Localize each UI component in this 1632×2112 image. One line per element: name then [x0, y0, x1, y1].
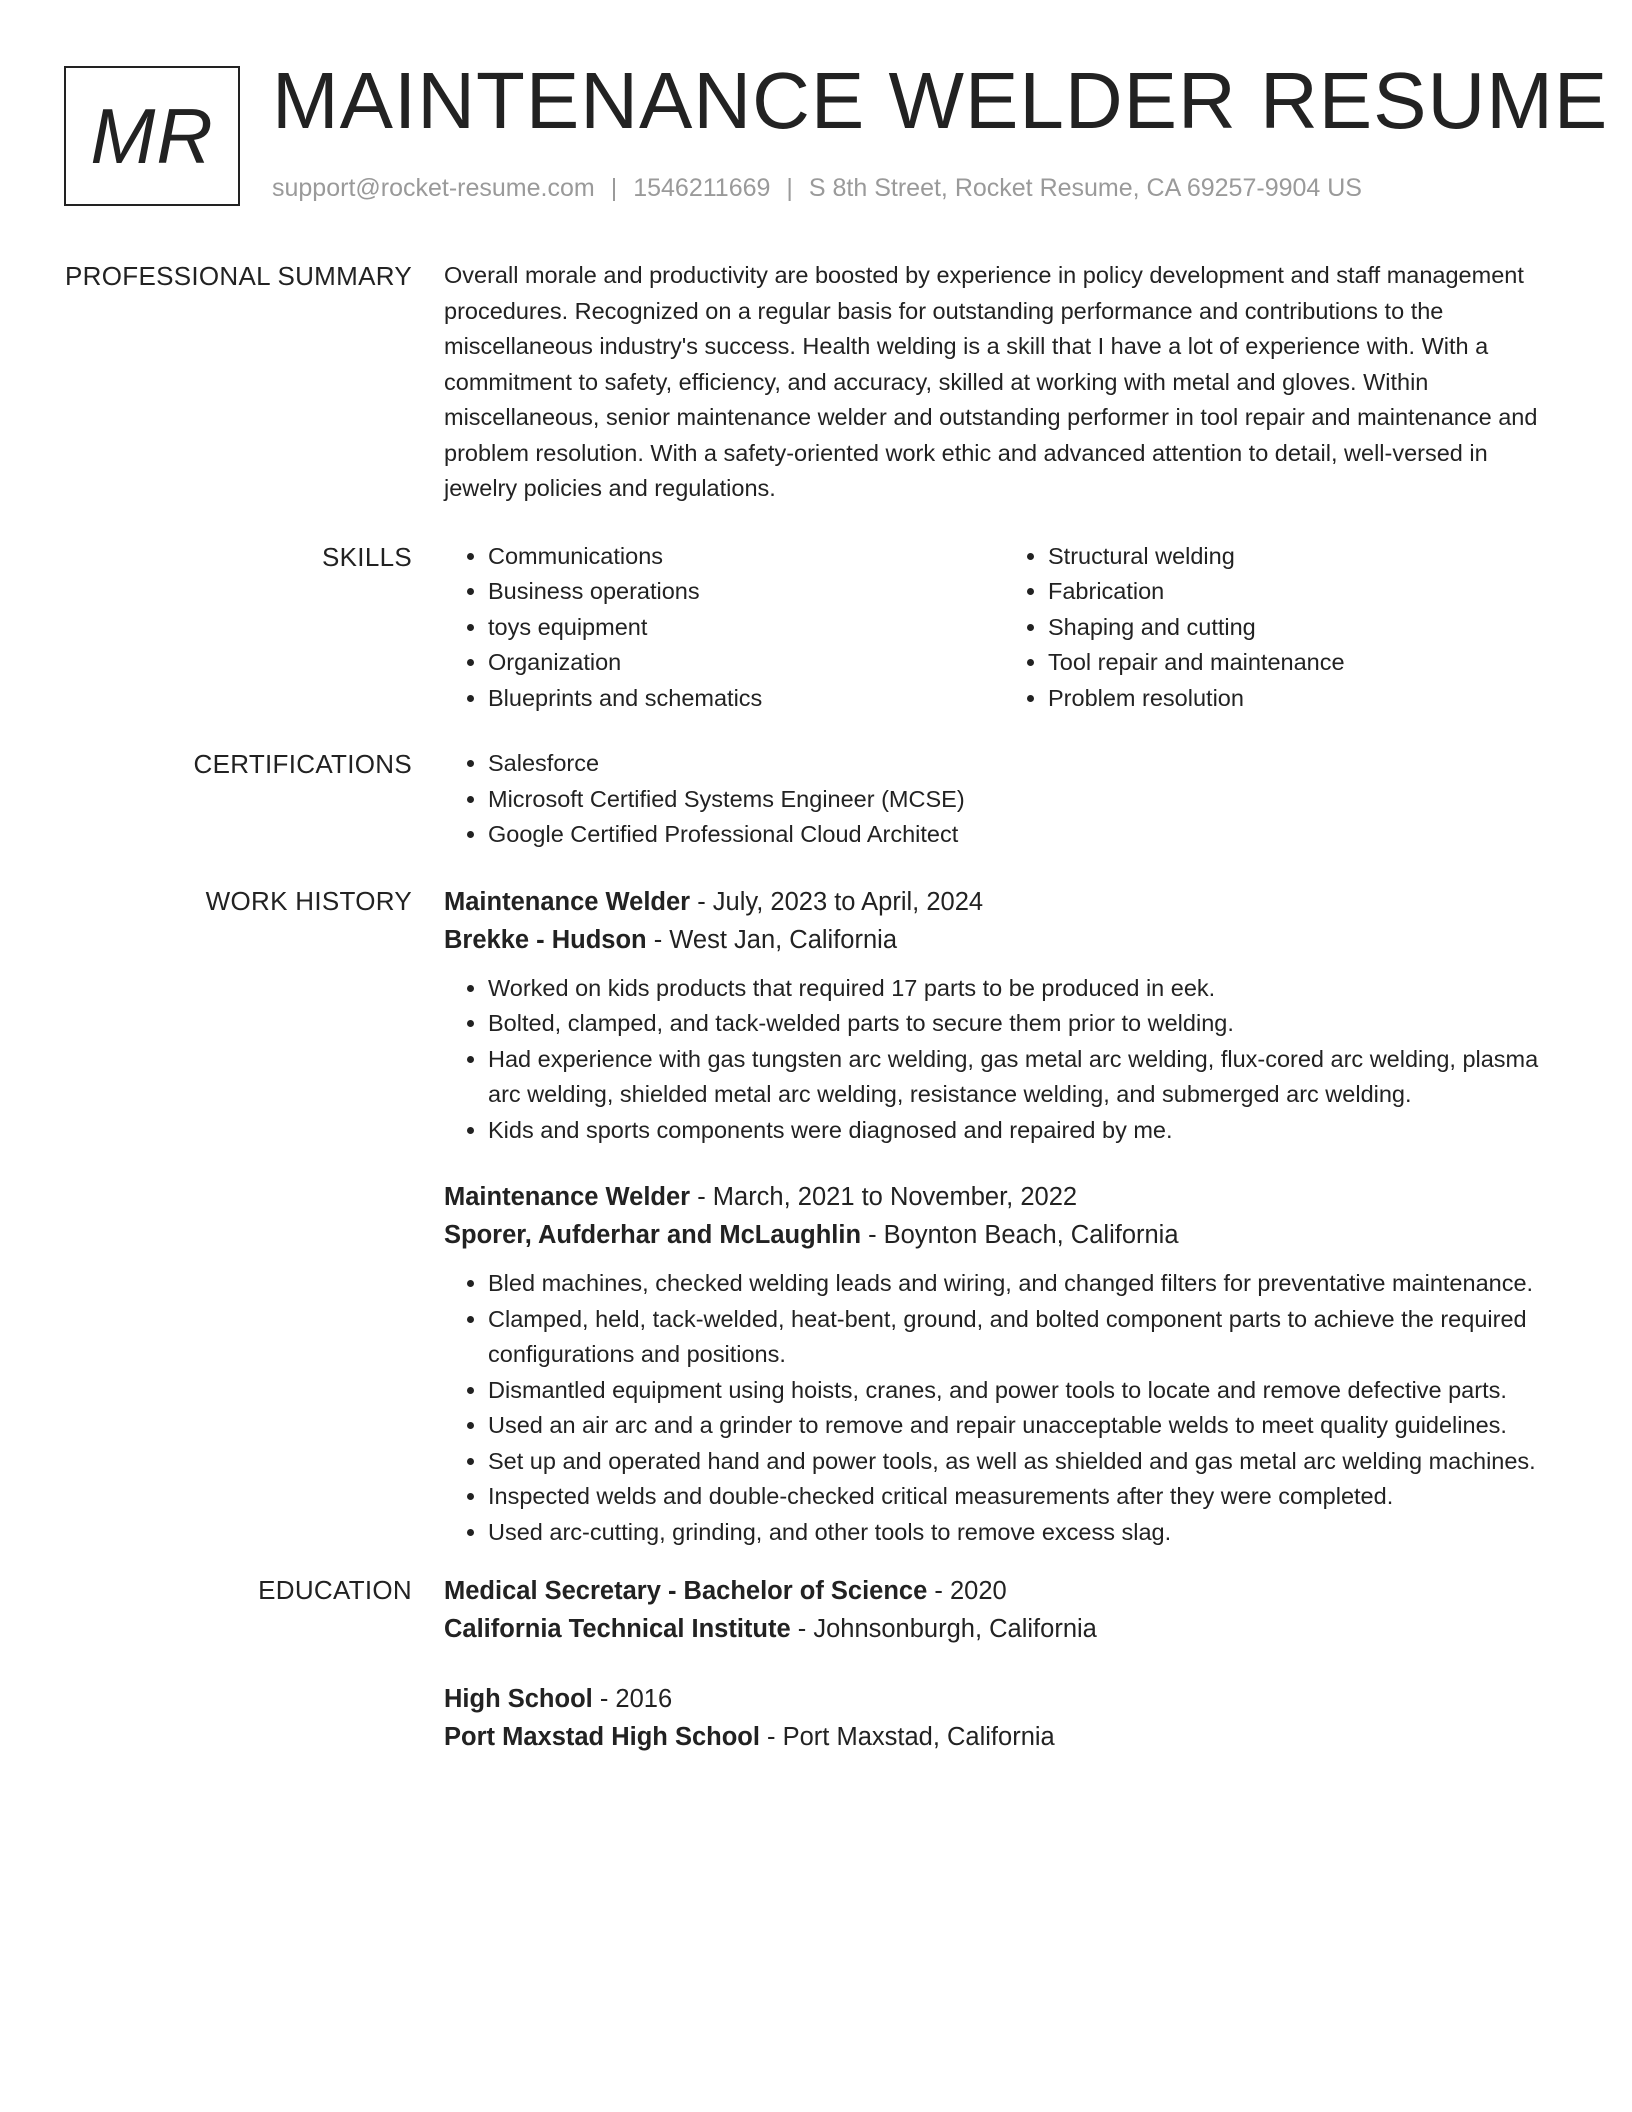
skill-item: • Communications [488, 539, 1004, 575]
job-company: Brekke - Hudson [444, 925, 647, 954]
education-year: - 2016 [592, 1685, 673, 1713]
resume-title: MAINTENANCE WELDER RESUME [272, 56, 1609, 145]
job-dates: - March, 2021 to November, 2022 [690, 1183, 1078, 1211]
skill-item: • Business operations [488, 574, 1004, 610]
section-label-certifications: CERTIFICATIONS [193, 749, 412, 779]
education-body [444, 1572, 1564, 1782]
job-duties-list [444, 971, 1564, 1149]
education-location: - Johnsonburgh, California [790, 1615, 1097, 1643]
job-company-line [444, 1216, 1564, 1254]
skill-item: • Blueprints and schematics [488, 681, 1004, 717]
job-entry [444, 883, 1564, 1149]
job-duty: • Kids and sports components were diagnosed and repaired by me. [488, 1113, 1564, 1149]
job-duty: • Bolted, clamped, and tack-welded parts to secure them prior to welding. [488, 1006, 1564, 1042]
education-school-line [444, 1610, 1564, 1648]
certification-item: • Microsoft Certified Systems Engineer (MCSE) [488, 782, 1564, 818]
job-duty: • Inspected welds and double-checked critical measurements after they were completed. [488, 1479, 1564, 1515]
skills-section [0, 539, 1632, 717]
work-history-section [0, 883, 1632, 1551]
job-duty: • Bled machines, checked welding leads and wiring, and changed filters for preventative maintenance. [488, 1266, 1564, 1302]
job-title-line [444, 883, 1564, 921]
education-school: Port Maxstad High School [444, 1723, 760, 1751]
job-location: - Boynton Beach, California [861, 1221, 1179, 1249]
contact-email: support@rocket-resume.com [272, 174, 595, 202]
job-title: Maintenance Welder [444, 1183, 691, 1211]
contact-separator: | [610, 174, 618, 202]
summary-section [0, 258, 1632, 507]
monogram-initials: MR [90, 91, 214, 180]
skill-item: • Tool repair and maintenance [1048, 645, 1564, 681]
monogram-box [64, 66, 240, 206]
contact-phone: 1546211669 [633, 174, 771, 202]
education-entry [444, 1680, 1564, 1756]
education-school-line [444, 1718, 1564, 1756]
skills-body [444, 539, 1564, 717]
summary-body [444, 258, 1564, 507]
section-label-summary: PROFESSIONAL SUMMARY [65, 261, 412, 291]
skills-column-2 [1004, 539, 1564, 717]
job-duty: • Worked on kids products that required 17 parts to be produced in eek. [488, 971, 1564, 1007]
education-degree-line [444, 1680, 1564, 1718]
job-duty: • Used an air arc and a grinder to remove and repair unacceptable welds to meet quality guidelines. [488, 1408, 1564, 1444]
contact-address: S 8th Street, Rocket Resume, CA 69257-9904 US [808, 174, 1362, 202]
certification-item: • Google Certified Professional Cloud Architect [488, 817, 1564, 853]
work-history-body [444, 883, 1564, 1551]
skill-item: • Structural welding [1048, 539, 1564, 575]
job-duties-list [444, 1266, 1564, 1550]
skill-item: • Fabrication [1048, 574, 1564, 610]
section-label-work-history: WORK HISTORY [205, 885, 412, 916]
job-duty: • Set up and operated hand and power tools, as well as shielded and gas metal arc welding machines. [488, 1444, 1564, 1480]
certifications-section [0, 746, 1632, 853]
resume-body [0, 258, 1632, 1812]
job-title-line [444, 1178, 1564, 1216]
skill-item: • Organization [488, 645, 1004, 681]
skill-item: • Shaping and cutting [1048, 610, 1564, 646]
job-location: - West Jan, California [646, 925, 898, 954]
contact-separator: | [786, 174, 793, 202]
education-location: - Port Maxstad, California [759, 1723, 1055, 1751]
job-entry [444, 1178, 1564, 1550]
education-degree-line [444, 1572, 1564, 1610]
education-entry [444, 1572, 1564, 1648]
skill-item: • toys equipment [488, 610, 1004, 646]
job-company-line [444, 921, 1564, 959]
job-company: Sporer, Aufderhar and McLaughlin [444, 1221, 862, 1249]
certifications-body [444, 746, 1564, 853]
job-dates: - July, 2023 to April, 2024 [690, 887, 984, 916]
certifications-list [444, 746, 1564, 853]
job-duty: • Had experience with gas tungsten arc welding, gas metal arc welding, flux-cored arc welding, plasma arc welding, shielded metal arc welding, resistance welding, and submerged arc welding. [488, 1042, 1564, 1113]
section-label-skills: SKILLS [322, 541, 412, 572]
section-label-education: EDUCATION [258, 1575, 412, 1605]
skills-column-1 [444, 539, 1004, 717]
job-title: Maintenance Welder [444, 887, 691, 916]
education-degree: Medical Secretary - Bachelor of Science [444, 1577, 928, 1605]
education-section [0, 1572, 1632, 1782]
job-duty: • Dismantled equipment using hoists, cranes, and power tools to locate and remove defective parts. [488, 1373, 1564, 1409]
certification-item: • Salesforce [488, 746, 1564, 782]
education-degree: High School [444, 1685, 593, 1713]
contact-line [272, 174, 1362, 203]
summary-text: Overall morale and productivity are boosted by experience in policy development and staff management procedures. Recognized on a regular basis for outstanding performance and contributions to the miscellaneous industry's success. Health welding is a skill that I have a lot of experience with. With a commitment to safety, efficiency, and accuracy, skilled at working with metal and gloves. Within miscellaneous, senior maintenance welder and outstanding performer in tool repair and maintenance and problem resolution. With a safety-oriented work ethic and advanced attention to detail, well-versed in jewelry policies and regulations. [444, 262, 1538, 501]
education-school: California Technical Institute [444, 1615, 791, 1643]
job-duty: • Clamped, held, tack-welded, heat-bent, ground, and bolted component parts to achieve the required configurations and positions. [488, 1302, 1564, 1373]
education-year: - 2020 [927, 1577, 1007, 1605]
job-duty: • Used arc-cutting, grinding, and other tools to remove excess slag. [488, 1515, 1564, 1551]
skill-item: • Problem resolution [1048, 681, 1564, 717]
